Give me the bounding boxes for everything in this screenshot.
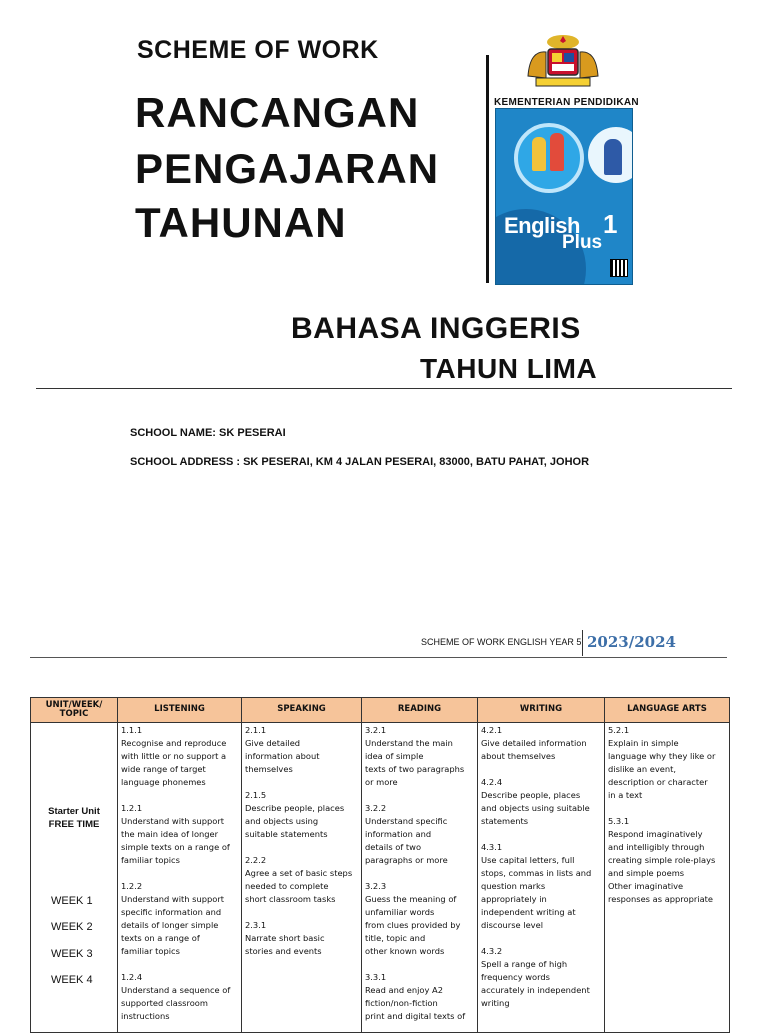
year-title: TAHUN LIMA [420,353,598,384]
cell-line: wide range of target [121,764,206,774]
subject-title: BAHASA INGGERIS [291,312,581,345]
cell-line: and intelligibly through [608,842,705,852]
cell-line: Understand with support [121,894,225,904]
cell-line: information about [245,751,320,761]
cell-line: discourse level [481,920,543,930]
cell-line: 3.2.2 [365,803,387,813]
cell-line: Recognise and reproduce [121,738,227,748]
cell-line [481,763,601,776]
header-topic: UNIT/WEEK/ TOPIC [31,698,118,723]
cell-line: Understand with support [121,816,225,826]
cell-line: 2.1.1 [245,725,267,735]
topic-cell [31,723,118,1033]
cell-line: 2.2.2 [245,855,267,865]
cell-line: familiar topics [121,946,180,956]
cell-line: writing [481,998,510,1008]
cell-line: 3.2.3 [365,881,387,891]
cell-line: 4.3.1 [481,842,503,852]
cell-line: with little or no support a [121,751,227,761]
title-line-1: RANCANGAN [135,89,420,136]
divider [36,388,732,389]
cell-line: paragraphs or more [365,855,448,865]
cell-line: Understand specific [365,816,448,826]
cell-line: Understand the main [365,738,453,748]
cell-line: themselves [245,764,293,774]
cell-line: in a text [608,790,643,800]
cell-line: instructions [121,1011,170,1021]
cell-line: Use capital letters, full [481,855,575,865]
cell-line: statements [481,816,529,826]
cell-line: Give detailed [245,738,301,748]
cell-line: Spell a range of high [481,959,568,969]
cell-line: simple texts on a range of [121,842,230,852]
table-header-row [31,698,730,723]
cell-line: independent writing at [481,907,576,917]
coat-of-arms-icon [518,32,608,92]
textbook-cover [495,108,633,285]
header-rule [30,657,727,658]
child-figure [550,133,564,171]
cell-line: 1.2.4 [121,972,143,982]
cell-line: and simple poems [608,868,685,878]
cell-line [365,867,474,880]
listening-cell [118,723,242,1033]
cell-line: and objects using [245,816,319,826]
header-writing: WRITING [478,698,605,723]
cell-line: 1.2.2 [121,881,143,891]
cell-line: information and [365,829,432,839]
cell-line: specific information and [121,907,222,917]
cell-line: details of longer simple [121,920,219,930]
cell-line: from clues provided by [365,920,461,930]
cell-line: dislike an event, [608,764,677,774]
book-title: English [504,213,580,238]
qr-code-icon [610,259,628,277]
cell-line: stops, commas in lists and [481,868,592,878]
header-language-arts: LANGUAGE ARTS [605,698,730,723]
cell-line: familiar topics [121,855,180,865]
cell-line: print and digital texts of [365,1011,466,1021]
cell-line: Respond imaginatively [608,829,703,839]
school-address: SCHOOL ADDRESS : SK PESERAI, KM 4 JALAN PESERAI, 83000, BATU PAHAT, JOHOR [130,456,590,468]
cell-line: 4.3.2 [481,946,503,956]
child-figure [604,139,622,175]
language-arts-cell [605,723,730,1033]
cell-line: other known words [365,946,445,956]
week-label: WEEK 1 [51,895,93,907]
cell-line: creating simple role-plays [608,855,716,865]
page-header-label: SCHEME OF WORK ENGLISH YEAR 5 [421,637,582,647]
cell-line: texts on a range of [121,933,200,943]
scheme-label: SCHEME OF WORK [137,36,379,64]
cell-line: 1.2.1 [121,803,143,813]
cell-line [121,867,238,880]
cell-line: language phonemes [121,777,206,787]
school-name: SCHOOL NAME: SK PESERAI [130,427,286,439]
cell-line [365,789,474,802]
cell-line: Read and enjoy A2 [365,985,443,995]
cell-line: 3.2.1 [365,725,387,735]
cell-line: 3.3.1 [365,972,387,982]
header-separator [582,630,583,656]
unit-label [31,805,117,831]
cell-line [608,802,726,815]
cell-line: accurately in independent [481,985,590,995]
cell-line [245,776,358,789]
cell-line: Give detailed information [481,738,587,748]
cell-line: frequency words [481,972,550,982]
header-reading: READING [362,698,478,723]
cell-line: details of two [365,842,422,852]
unit-theme: FREE TIME [48,819,100,830]
cell-line: unfamiliar words [365,907,435,917]
cell-line [245,906,358,919]
unit-name: Starter Unit [48,806,100,817]
cell-line [121,789,238,802]
scheme-table [30,697,730,1033]
week-label: WEEK 2 [51,921,93,933]
cell-line: responses as appropriate [608,894,714,904]
speaking-cell [242,723,362,1033]
book-number: 1 [603,209,618,239]
cell-line: and objects using suitable [481,803,590,813]
cell-line: title, topic and [365,933,426,943]
cell-line: supported classroom [121,998,208,1008]
cell-line: fiction/non-fiction [365,998,438,1008]
reading-cell [362,723,478,1033]
title-line-3: TAHUNAN [135,199,347,246]
cell-line: texts of two paragraphs [365,764,465,774]
cell-line: Agree a set of basic steps [245,868,353,878]
cell-line: Describe people, places [245,803,345,813]
cell-line: or more [365,777,398,787]
cell-line: short classroom tasks [245,894,336,904]
cell-line: Other imaginative [608,881,684,891]
book-subtitle: Plus [562,232,603,253]
cell-line: Guess the meaning of [365,894,457,904]
session-year: 2023/2024 [587,633,676,651]
table-row [31,723,730,1033]
cell-line: language why they like or [608,751,716,761]
cover-photo-circle [514,123,584,193]
cell-line [121,958,238,971]
cell-line: Explain in simple [608,738,679,748]
cell-line: stories and events [245,946,322,956]
cell-line: question marks [481,881,546,891]
header-speaking: SPEAKING [242,698,362,723]
ministry-label: KEMENTERIAN PENDIDIKAN [494,97,639,108]
cell-line [365,958,474,971]
cell-line: 4.2.1 [481,725,503,735]
week-label: WEEK 3 [51,948,93,960]
cell-line: appropriately in [481,894,547,904]
cell-line: Describe people, places [481,790,581,800]
cell-line: Understand a sequence of [121,985,231,995]
cell-line: suitable statements [245,829,328,839]
cell-line: 5.2.1 [608,725,630,735]
title-line-2: PENGAJARAN [135,145,440,192]
cell-line: 2.3.1 [245,920,267,930]
cell-line: 1.1.1 [121,725,143,735]
cell-line [481,828,601,841]
cell-line: description or character [608,777,708,787]
cell-line: 2.1.5 [245,790,267,800]
header-listening: LISTENING [118,698,242,723]
cell-line: 4.2.4 [481,777,503,787]
cell-line: the main idea of longer [121,829,219,839]
cell-line [245,841,358,854]
cell-line: Narrate short basic [245,933,325,943]
week-label: WEEK 4 [51,974,93,986]
cell-line [481,932,601,945]
cell-line: about themselves [481,751,556,761]
cell-line: needed to complete [245,881,329,891]
vertical-divider [486,55,489,283]
cell-line: idea of simple [365,751,424,761]
writing-cell [478,723,605,1033]
child-figure [532,137,546,171]
cell-line: 5.3.1 [608,816,630,826]
